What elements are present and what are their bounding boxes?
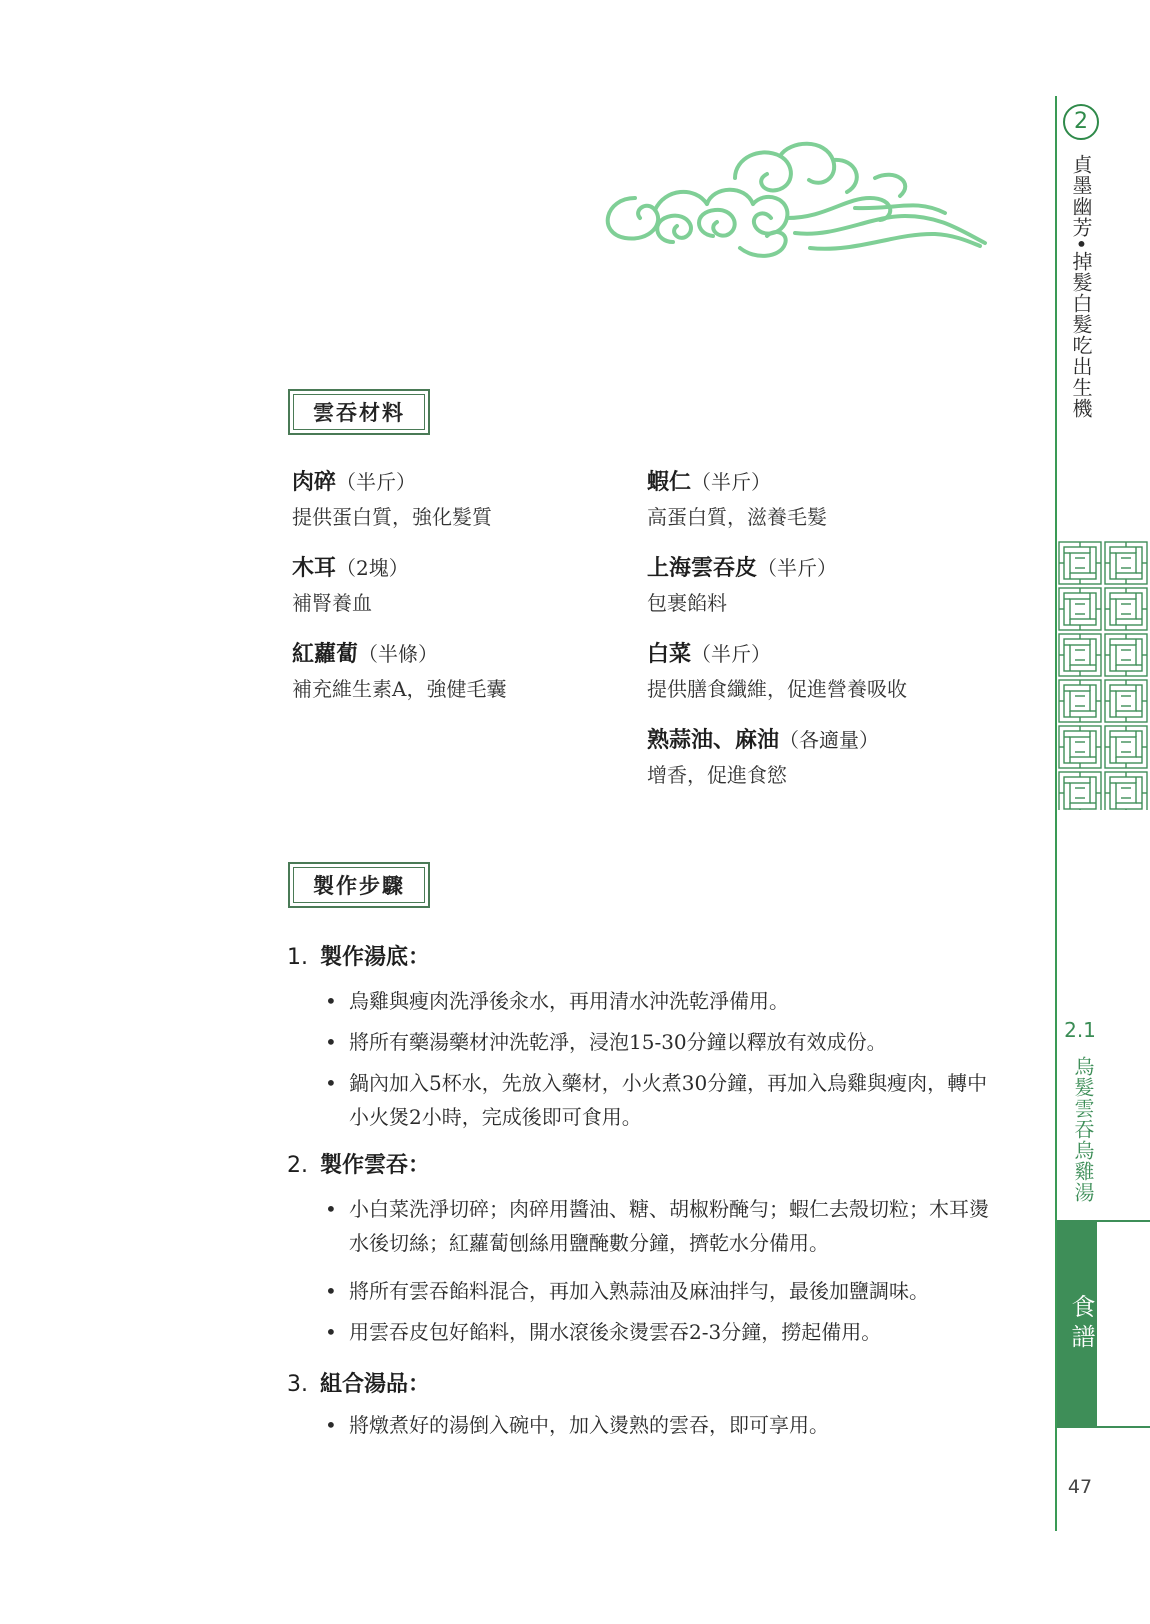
step-title [287,1367,430,1398]
bullet-dot-icon: • [325,1413,337,1437]
ingredient-amount: （各適量） [779,728,880,752]
ingredient-desc: 包裹餡料 [647,591,727,615]
bullet-dot-icon: • [325,1030,337,1054]
ingredient-name: 蝦仁 [647,469,692,495]
ingredient-name: 紅蘿蔔 [292,641,359,667]
step-bullet: • 將燉煮好的湯倒入碗中，加入燙熟的雲吞，即可享用。 [325,1408,990,1442]
ingredient-item [647,724,1007,792]
ingredient-name: 上海雲吞皮 [647,555,758,581]
ingredient-amount: （半斤） [691,470,772,494]
step-bullet: • 鍋內加入5杯水，先放入藥材，小火煮30分鐘，再加入烏雞與瘦肉，轉中小火煲2小時，完成後即可食用。 [325,1066,990,1134]
step-number: 2. [287,1153,308,1178]
steps-heading-text: 製作步驟 [313,873,405,898]
ingredient-item [647,466,1007,534]
ingredient-item [647,552,1007,620]
step-bullet: • 用雲吞皮包好餡料，開水滾後汆燙雲吞2-3分鐘，撈起備用。 [325,1315,990,1349]
ingredient-name: 木耳 [292,555,337,581]
ingredient-desc: 提供蛋白質，強化髮質 [292,505,492,529]
chapter-number-badge: 2 [1063,104,1099,140]
steps-heading [288,862,430,908]
ingredient-amount: （半斤） [691,642,772,666]
ingredient-name: 熟蒜油、麻油 [647,727,780,753]
ingredient-desc: 補腎養血 [292,591,372,615]
ingredient-desc: 高蛋白質，滋養毛髮 [647,505,827,529]
step-title-text: 製作雲吞： [320,1152,431,1178]
ingredient-desc: 提供膳食纖維，促進營養吸收 [647,677,907,701]
ingredient-amount: （半條） [358,642,439,666]
ingredient-item [292,638,622,706]
step-title-text: 組合湯品： [320,1371,431,1397]
step-bullet: • 將所有藥湯藥材沖洗乾淨，浸泡15-30分鐘以釋放有效成份。 [325,1025,990,1059]
ingredient-desc: 增香，促進食慾 [647,763,787,787]
ingredient-amount: （2塊） [336,556,409,580]
step-bullet: • 烏雞與瘦肉洗淨後汆水，再用清水沖洗乾淨備用。 [325,984,990,1018]
ingredient-name: 白菜 [647,641,692,667]
ingredient-desc: 補充維生素A，強健毛囊 [292,677,507,701]
book-title: 貞墨幽芳•掉髮白髮吃出生機 [1069,154,1093,419]
bullet-dot-icon: • [325,1071,337,1095]
ingredients-heading [288,389,430,435]
ingredient-item [647,638,1007,706]
step-number: 3. [287,1372,308,1397]
step-bullet: • 小白菜洗淨切碎；肉碎用醬油、糖、胡椒粉醃勻；蝦仁去殼切粒；木耳燙水後切絲；紅蘿蔔刨絲用鹽醃數分鐘，擠乾水分備用。 [325,1192,990,1260]
ingredient-name: 肉碎 [292,469,337,495]
tab-divider-top [1097,1220,1150,1222]
step-title-text: 製作湯底： [320,944,431,970]
section-number: 2.1 [1064,1018,1096,1042]
step-number: 1. [287,945,308,970]
step-bullet: • 將所有雲吞餡料混合，再加入熟蒜油及麻油拌勻，最後加鹽調味。 [325,1274,990,1308]
step-title [287,940,430,971]
section-title: 烏髮雲吞烏雞湯 [1071,1056,1095,1203]
page-number: 47 [1067,1476,1093,1498]
tab-label: 食譜 [1067,1294,1095,1354]
ingredient-item [292,552,622,620]
bullet-dot-icon: • [325,1197,337,1221]
ingredient-item [292,466,622,534]
ingredient-amount: （半斤） [757,556,838,580]
ingredients-heading-text: 雲吞材料 [313,400,405,425]
step-title [287,1148,430,1179]
auspicious-cloud-icon [595,138,995,278]
bullet-dot-icon: • [325,1279,337,1303]
bullet-dot-icon: • [325,989,337,1013]
tab-divider-bottom [1097,1426,1150,1428]
bullet-dot-icon: • [325,1320,337,1344]
ingredient-amount: （半斤） [336,470,417,494]
chinese-lattice-pattern [1057,540,1150,810]
